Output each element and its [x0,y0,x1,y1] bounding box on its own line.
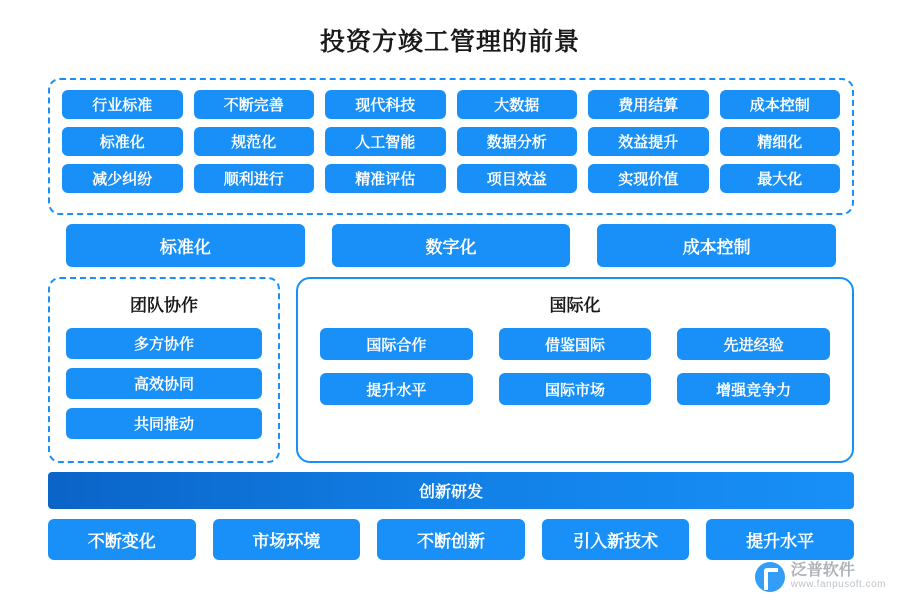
keywords-dashed-group [48,78,854,215]
keyword-tag: 效益提升 [588,127,709,156]
keywords-row-2 [62,127,840,156]
category-bar: 标准化 [66,224,305,267]
team-panel-title: 团队协作 [130,296,198,315]
keywords-row-3 [62,164,840,193]
internationalization-panel [296,277,854,463]
keyword-tag: 最大化 [720,164,841,193]
keyword-tag: 精准评估 [325,164,446,193]
international-row-1 [320,328,830,360]
international-item: 国际合作 [320,328,473,360]
bottom-tag: 引入新技术 [542,519,690,560]
keyword-tag: 顺利进行 [194,164,315,193]
international-panel-title: 国际化 [549,296,601,315]
keyword-tag: 减少纠纷 [62,164,183,193]
category-bar: 数字化 [332,224,571,267]
page-title: 投资方竣工管理的前景 [319,28,580,56]
watermark-text [791,563,886,590]
international-panel-items [320,328,830,405]
keywords-grid [62,90,840,193]
keyword-tag: 规范化 [194,127,315,156]
international-item: 先进经验 [677,328,830,360]
keyword-tag: 大数据 [457,90,578,119]
keyword-tag: 成本控制 [720,90,841,119]
international-item: 增强竞争力 [677,373,830,405]
keyword-tag: 不断完善 [194,90,315,119]
keyword-tag: 数据分析 [457,127,578,156]
innovation-banner: 创新研发 [48,472,854,509]
mid-section [48,277,854,463]
bottom-tag: 不断变化 [48,519,196,560]
team-panel-items [66,328,262,439]
keywords-row-1 [62,90,840,119]
team-item: 高效协同 [66,368,262,399]
international-item: 借鉴国际 [499,328,652,360]
bottom-tag: 提升水平 [706,519,854,560]
category-bars [66,224,836,267]
company-url: www.fanpusoft.com [790,579,886,591]
watermark [755,562,886,592]
team-item: 共同推动 [66,408,262,439]
keyword-tag: 精细化 [720,127,841,156]
international-row-2 [320,373,830,405]
keyword-tag: 行业标准 [62,90,183,119]
international-item: 国际市场 [499,373,652,405]
keyword-tag: 项目效益 [457,164,578,193]
keyword-tag: 实现价值 [588,164,709,193]
category-bar: 成本控制 [597,224,836,267]
bottom-tags [48,519,854,560]
bottom-tag: 市场环境 [213,519,361,560]
keyword-tag: 费用结算 [588,90,709,119]
team-collaboration-panel [48,277,280,463]
company-name: 泛普软件 [790,562,855,580]
keyword-tag: 现代科技 [325,90,446,119]
team-item: 多方协作 [66,328,262,359]
international-item: 提升水平 [320,373,473,405]
company-logo-icon [755,562,785,592]
bottom-tag: 不断创新 [377,519,525,560]
keyword-tag: 标准化 [62,127,183,156]
keyword-tag: 人工智能 [325,127,446,156]
